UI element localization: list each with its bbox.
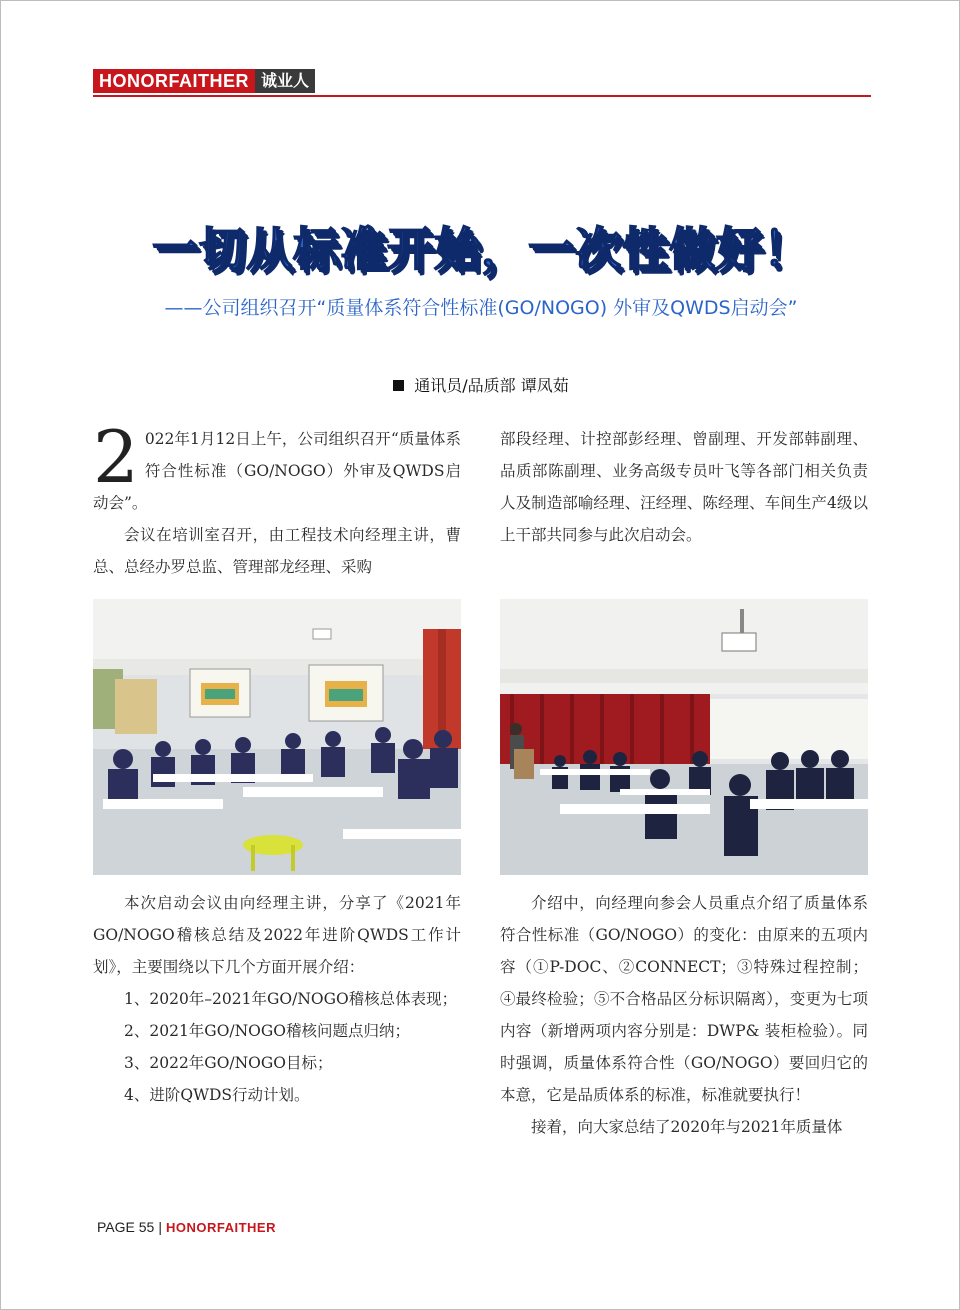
- paragraph-presentation: 本次启动会议由向经理主讲，分享了《2021年GO/NOGO稽核总结及2022年进阶QWDS工作计划》，主要围绕以下几个方面开展介绍：: [93, 894, 461, 976]
- byline-square-icon: [393, 380, 404, 391]
- article-title: 一切从标准开始，一次性做好！: [152, 222, 810, 276]
- byline: [1, 373, 960, 396]
- training-room-image: [93, 599, 461, 875]
- paragraph-summary: 接着，向大家总结了2020年与2021年质量体: [531, 1118, 843, 1136]
- text-column-right-top: [500, 423, 868, 551]
- text-column-left-bottom: [93, 887, 461, 1111]
- header-section: 诚业人: [255, 69, 315, 93]
- page-header: [93, 69, 315, 93]
- meeting-photo-right: [500, 599, 868, 875]
- meeting-photo-left: [93, 599, 461, 875]
- paragraph-attendees: 部段经理、计控部彭经理、曾副理、开发部韩副理、品质部陈副理、业务高级专员叶飞等各部门相关负责人及制造部喻经理、汪经理、陈经理、车间生产4级以上干部共同参与此次启动会。: [500, 430, 868, 544]
- list-item: 2、2021年GO/NOGO稽核问题点归纳；: [124, 1022, 410, 1040]
- intro-text: 022年1月12日上午，公司组织召开“质量体系符合性标准（GO/NOGO）外审及QWDS启动会”。: [93, 430, 461, 512]
- paragraph-changes: 介绍中，向经理向参会人员重点介绍了质量体系符合性标准（GO/NOGO）的变化：由原来的五项内容（①P-DOC、②CONNECT；③特殊过程控制；④最终检验；⑤不合格品区分标识隔离），变更为七项内容（新增两项内容分别是：DWP& 装柜检验）。同时强调，质量体系符合性（GO/NOGO）要回归它的本意，它是品质体系的标准，标准就要执行！: [500, 894, 868, 1104]
- drop-cap: 2: [93, 415, 139, 499]
- header-rule: [93, 95, 871, 97]
- list-item: 3、2022年GO/NOGO目标；: [124, 1054, 333, 1072]
- text-column-left-top: [93, 415, 461, 583]
- paragraph-intro: [93, 415, 461, 519]
- footer-brand: HONORFAITHER: [165, 1220, 276, 1235]
- page-footer: [97, 1219, 276, 1235]
- footer-separator: |: [158, 1219, 162, 1235]
- text-column-right-bottom: [500, 887, 868, 1143]
- article-subtitle: ——公司组织召开“质量体系符合性标准(GO/NOGO) 外审及QWDS启动会”: [164, 297, 798, 319]
- page-number: PAGE 55: [97, 1219, 155, 1235]
- list-item: 4、进阶QWDS行动计划。: [124, 1086, 310, 1104]
- list-item: 1、2020年–2021年GO/NOGO稽核总体表现；: [124, 990, 458, 1008]
- header-brand: HONORFAITHER: [93, 69, 255, 93]
- byline-text: 通讯员/品质部 谭凤茹: [414, 376, 569, 395]
- audience-image: [500, 599, 868, 875]
- paragraph-meeting: 会议在培训室召开，由工程技术向经理主讲，曹总、总经办罗总监、管理部龙经理、采购: [93, 526, 461, 576]
